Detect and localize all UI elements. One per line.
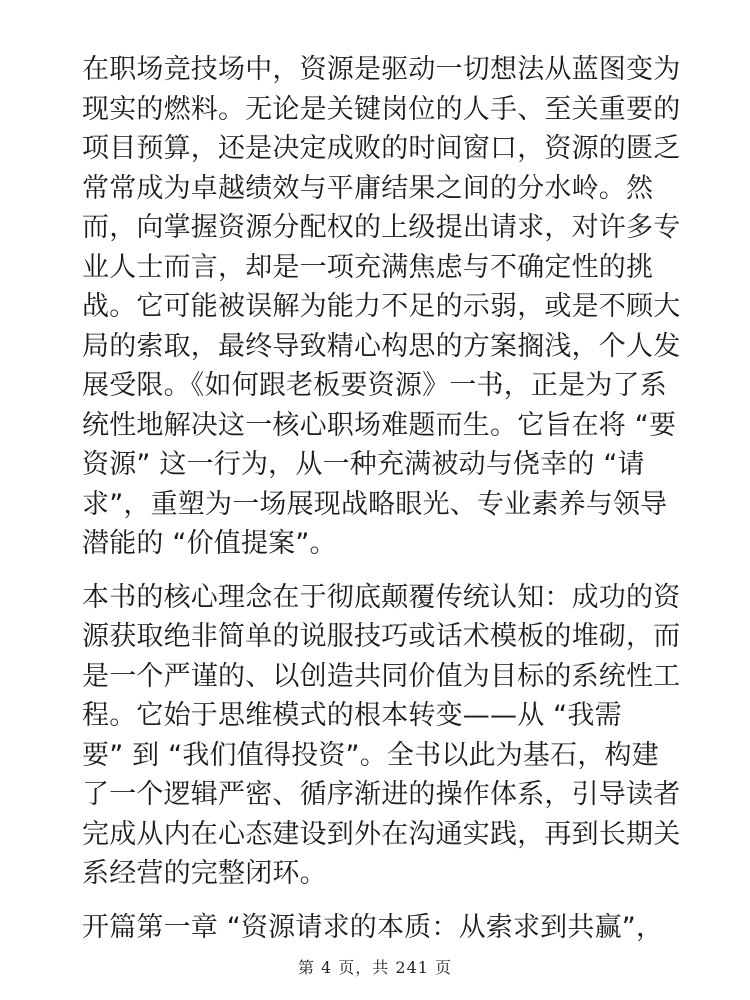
text-line: 了一个逻辑严密、循序渐进的操作体系，引导读者: [82, 779, 681, 810]
text-line: 展受限。《如何跟老板要资源》一书，正是为了系: [82, 370, 667, 401]
text-line: 资源” 这一行为，从一种充满被动与侥幸的 “请: [82, 449, 645, 480]
text-line: 业人士而言，却是一项充满焦虑与不确定性的挑: [82, 251, 654, 283]
text-line: 战。它可能被误解为能力不足的示弱，或是不顾大: [82, 291, 681, 322]
text-line: 求”，重塑为一场展现战略眼光、专业素养与领导: [82, 488, 668, 520]
text-line: 统性地解决这一核心职场难题而生。它旨在将 “要: [82, 409, 677, 441]
text-line: 是一个严谨的、以创造共同价值为目标的系统性工: [82, 660, 681, 692]
text-line: 项目预算，还是决定成败的时间窗口，资源的匮乏: [82, 133, 681, 164]
paragraph-chapter-one: [82, 908, 672, 948]
text-line: 完成从内在心态建设到外在沟通实践，再到长期关: [82, 818, 681, 850]
text-line: 现实的燃料。无论是关键岗位的人手、至关重要的: [82, 93, 681, 125]
paragraph-core-concept: [82, 578, 681, 894]
text-line: 系经营的完整闭环。: [82, 858, 327, 889]
document-body: [82, 50, 681, 947]
text-line: 程。它始于思维模式的根本转变——从 “我需: [82, 700, 622, 731]
page-number-footer: 第 4 页，共 241 页: [297, 958, 453, 977]
text-line: 潜能的 “价值提案”。: [82, 528, 337, 559]
text-line: 源获取绝非简单的说服技巧或话术模板的堆砌，而: [82, 621, 681, 652]
paragraph-intro: [82, 50, 681, 564]
text-line: 常常成为卓越绩效与平庸结果之间的分水岭。然: [82, 172, 654, 204]
text-line: 要” 到 “我们值得投资”。全书以此为基石，构建: [82, 739, 659, 771]
text-line: 本书的核心理念在于彻底颠覆传统认知：成功的资: [82, 581, 681, 613]
text-line: 在职场竞技场中，资源是驱动一切想法从蓝图变为: [82, 54, 681, 85]
text-line: 局的索取，最终导致精心构思的方案搁浅，个人发: [82, 330, 681, 362]
text-line: 开篇第一章 “资源请求的本质：从索求到共赢”，: [82, 911, 664, 943]
text-line: 而，向掌握资源分配权的上级提出请求，对许多专: [82, 212, 681, 243]
